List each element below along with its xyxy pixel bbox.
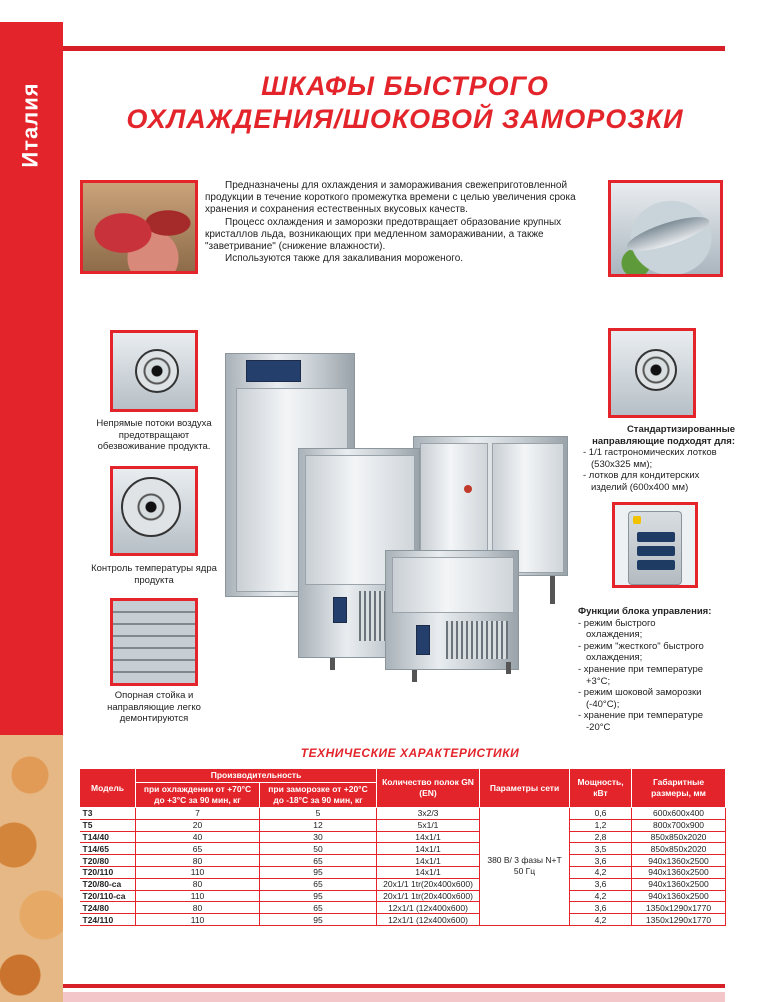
- table-row: [80, 914, 726, 926]
- cell-freeze: 50: [260, 843, 377, 855]
- cell-kw: 3,6: [570, 902, 632, 914]
- cell-cool: 7: [136, 808, 260, 820]
- cell-cool: 110: [136, 866, 260, 878]
- cell-model: T5: [80, 819, 136, 831]
- cell-cool: 40: [136, 831, 260, 843]
- probe-caption: Контроль температуры ядра продукта: [91, 563, 217, 586]
- cell-trays: 14x1/1: [377, 866, 480, 878]
- cell-kw: 3,6: [570, 855, 632, 867]
- cell-dims: 1350x1290x1770: [632, 902, 726, 914]
- cell-trays: 14x1/1: [377, 831, 480, 843]
- specs-title: ТЕХНИЧЕСКИЕ ХАРАКТЕРИСТИКИ: [300, 746, 520, 760]
- cell-kw: 3,6: [570, 878, 632, 890]
- country-label: Италия: [18, 82, 44, 168]
- fan-photo: [110, 330, 198, 412]
- intro-paragraph-2: Процесс охлаждения и заморозки предотвращает образование крупных кристаллов льда, возникающих при медленном замораживании, а также "заветривание" (снижение влажности).: [205, 216, 562, 253]
- cell-cool: 20: [136, 819, 260, 831]
- table-row: [80, 831, 726, 843]
- cell-trays: 5x1/1: [377, 819, 480, 831]
- cell-model: T14/65: [80, 843, 136, 855]
- cell-model: T14/40: [80, 831, 136, 843]
- cell-kw: 3,5: [570, 843, 632, 855]
- cell-freeze: 65: [260, 855, 377, 867]
- cell-trays: 20x1/1 1tr(20x400x600): [377, 878, 480, 890]
- table-row: [80, 819, 726, 831]
- cell-kw: 1,2: [570, 819, 632, 831]
- cell-model: T20/110: [80, 866, 136, 878]
- specs-table: [79, 768, 726, 926]
- cell-dims: 940x1360x2500: [632, 866, 726, 878]
- cell-model: T20/80: [80, 855, 136, 867]
- rack-photo: [110, 598, 198, 686]
- intro-paragraph-3: Используются также для закаливания мороженого.: [225, 253, 464, 265]
- top-divider: [63, 46, 725, 51]
- cell-kw: 4,2: [570, 890, 632, 902]
- title-line-2: ОХЛАЖДЕНИЯ/ШОКОВОЙ ЗАМОРОЗКИ: [126, 104, 684, 134]
- header-cooling: при охлаждении от +70°C до +3°C за 90 мин, кг: [136, 783, 260, 808]
- table-row: [80, 890, 726, 902]
- meat-photo: [80, 180, 198, 274]
- cell-dims: 940x1360x2500: [632, 890, 726, 902]
- cell-freeze: 65: [260, 902, 377, 914]
- cell-freeze: 12: [260, 819, 377, 831]
- cell-freeze: 5: [260, 808, 377, 820]
- cell-dims: 940x1360x2500: [632, 878, 726, 890]
- bread-image: [0, 735, 63, 1002]
- table-row: [80, 843, 726, 855]
- cell-cool: 65: [136, 843, 260, 855]
- probe-photo: [110, 466, 198, 556]
- cell-freeze: 95: [260, 914, 377, 926]
- cell-power-supply: 380 В/ 3 фазы N+T 50 Гц: [480, 808, 570, 926]
- header-trays: Количество полок GN (EN): [377, 769, 480, 808]
- airflow-caption: Непрямые потоки воздуха предотвращают обезвоживание продукта.: [96, 418, 212, 452]
- header-power-params: Параметры сети: [480, 769, 570, 808]
- cell-model: T24/110: [80, 914, 136, 926]
- cell-dims: 850x850x2020: [632, 843, 726, 855]
- cell-freeze: 65: [260, 878, 377, 890]
- title-line-1: ШКАФЫ БЫСТРОГО: [261, 71, 549, 101]
- cell-cool: 110: [136, 890, 260, 902]
- cell-dims: 600x600x400: [632, 808, 726, 820]
- header-model: Модель: [80, 769, 136, 808]
- cell-trays: 3x2/3: [377, 808, 480, 820]
- cell-trays: 12x1/1 (12x400x600): [377, 914, 480, 926]
- table-row: [80, 902, 726, 914]
- cell-kw: 4,2: [570, 866, 632, 878]
- cell-model: T20/110-ca: [80, 890, 136, 902]
- cell-model: T20/80-ca: [80, 878, 136, 890]
- table-row: [80, 855, 726, 867]
- control-functions: Функции блока управления: - режим быстрого охлаждения; - режим "жесткого" быстрого охлаждения; - хранение при температуре +3°C; - режим шоковой заморозки (-40°C); - хранение при температуре -20°C: [578, 606, 712, 733]
- cell-trays: 20x1/1 1tr(20x400x600): [377, 890, 480, 902]
- cell-dims: 850x850x2020: [632, 831, 726, 843]
- header-productivity: Производительность: [136, 769, 377, 783]
- table-row: [80, 878, 726, 890]
- cell-trays: 12x1/1 (12x400x600): [377, 902, 480, 914]
- cell-kw: 0,6: [570, 808, 632, 820]
- cell-model: T3: [80, 808, 136, 820]
- cell-cool: 80: [136, 902, 260, 914]
- header-power-kw: Мощность, кВт: [570, 769, 632, 808]
- guides-text: Стандартизированные направляющие подходят для: - 1/1 гастрономических лотков (530x325 мм); - лотков для кондитерских изделий (600x400 мм): [583, 424, 735, 493]
- cell-model: T24/80: [80, 902, 136, 914]
- table-row: [80, 866, 726, 878]
- bottom-band: [63, 992, 725, 1002]
- cell-kw: 2,8: [570, 831, 632, 843]
- cell-freeze: 95: [260, 890, 377, 902]
- cell-dims: 1350x1290x1770: [632, 914, 726, 926]
- cell-dims: 940x1360x2500: [632, 855, 726, 867]
- bottom-divider: [63, 984, 725, 988]
- cell-cool: 110: [136, 914, 260, 926]
- guides-photo: [608, 328, 696, 418]
- table-row: [80, 808, 726, 820]
- small-cabinet: [385, 550, 519, 670]
- cell-dims: 800x700x900: [632, 819, 726, 831]
- cell-kw: 4,2: [570, 914, 632, 926]
- cell-freeze: 30: [260, 831, 377, 843]
- cell-cool: 80: [136, 855, 260, 867]
- cell-trays: 14x1/1: [377, 843, 480, 855]
- control-panel-photo: [612, 502, 698, 588]
- page-title: [110, 70, 700, 136]
- cell-trays: 14x1/1: [377, 855, 480, 867]
- intro-paragraph-1: Предназначены для охлаждения и замораживания свежеприготовленной продукции в течение короткого промежутка времени с целью увеличения срока хранения и сохранения естественных вкусовых качеств.: [205, 180, 576, 216]
- cell-cool: 80: [136, 878, 260, 890]
- fish-photo: [608, 180, 723, 277]
- intro-text: [205, 180, 605, 265]
- header-dimensions: Габаритные размеры, мм: [632, 769, 726, 808]
- rack-caption: Опорная стойка и направляющие легко демонтируются: [107, 690, 201, 724]
- cell-freeze: 95: [260, 866, 377, 878]
- header-freezing: при заморозке от +20°C до -18°C за 90 мин, кг: [260, 783, 377, 808]
